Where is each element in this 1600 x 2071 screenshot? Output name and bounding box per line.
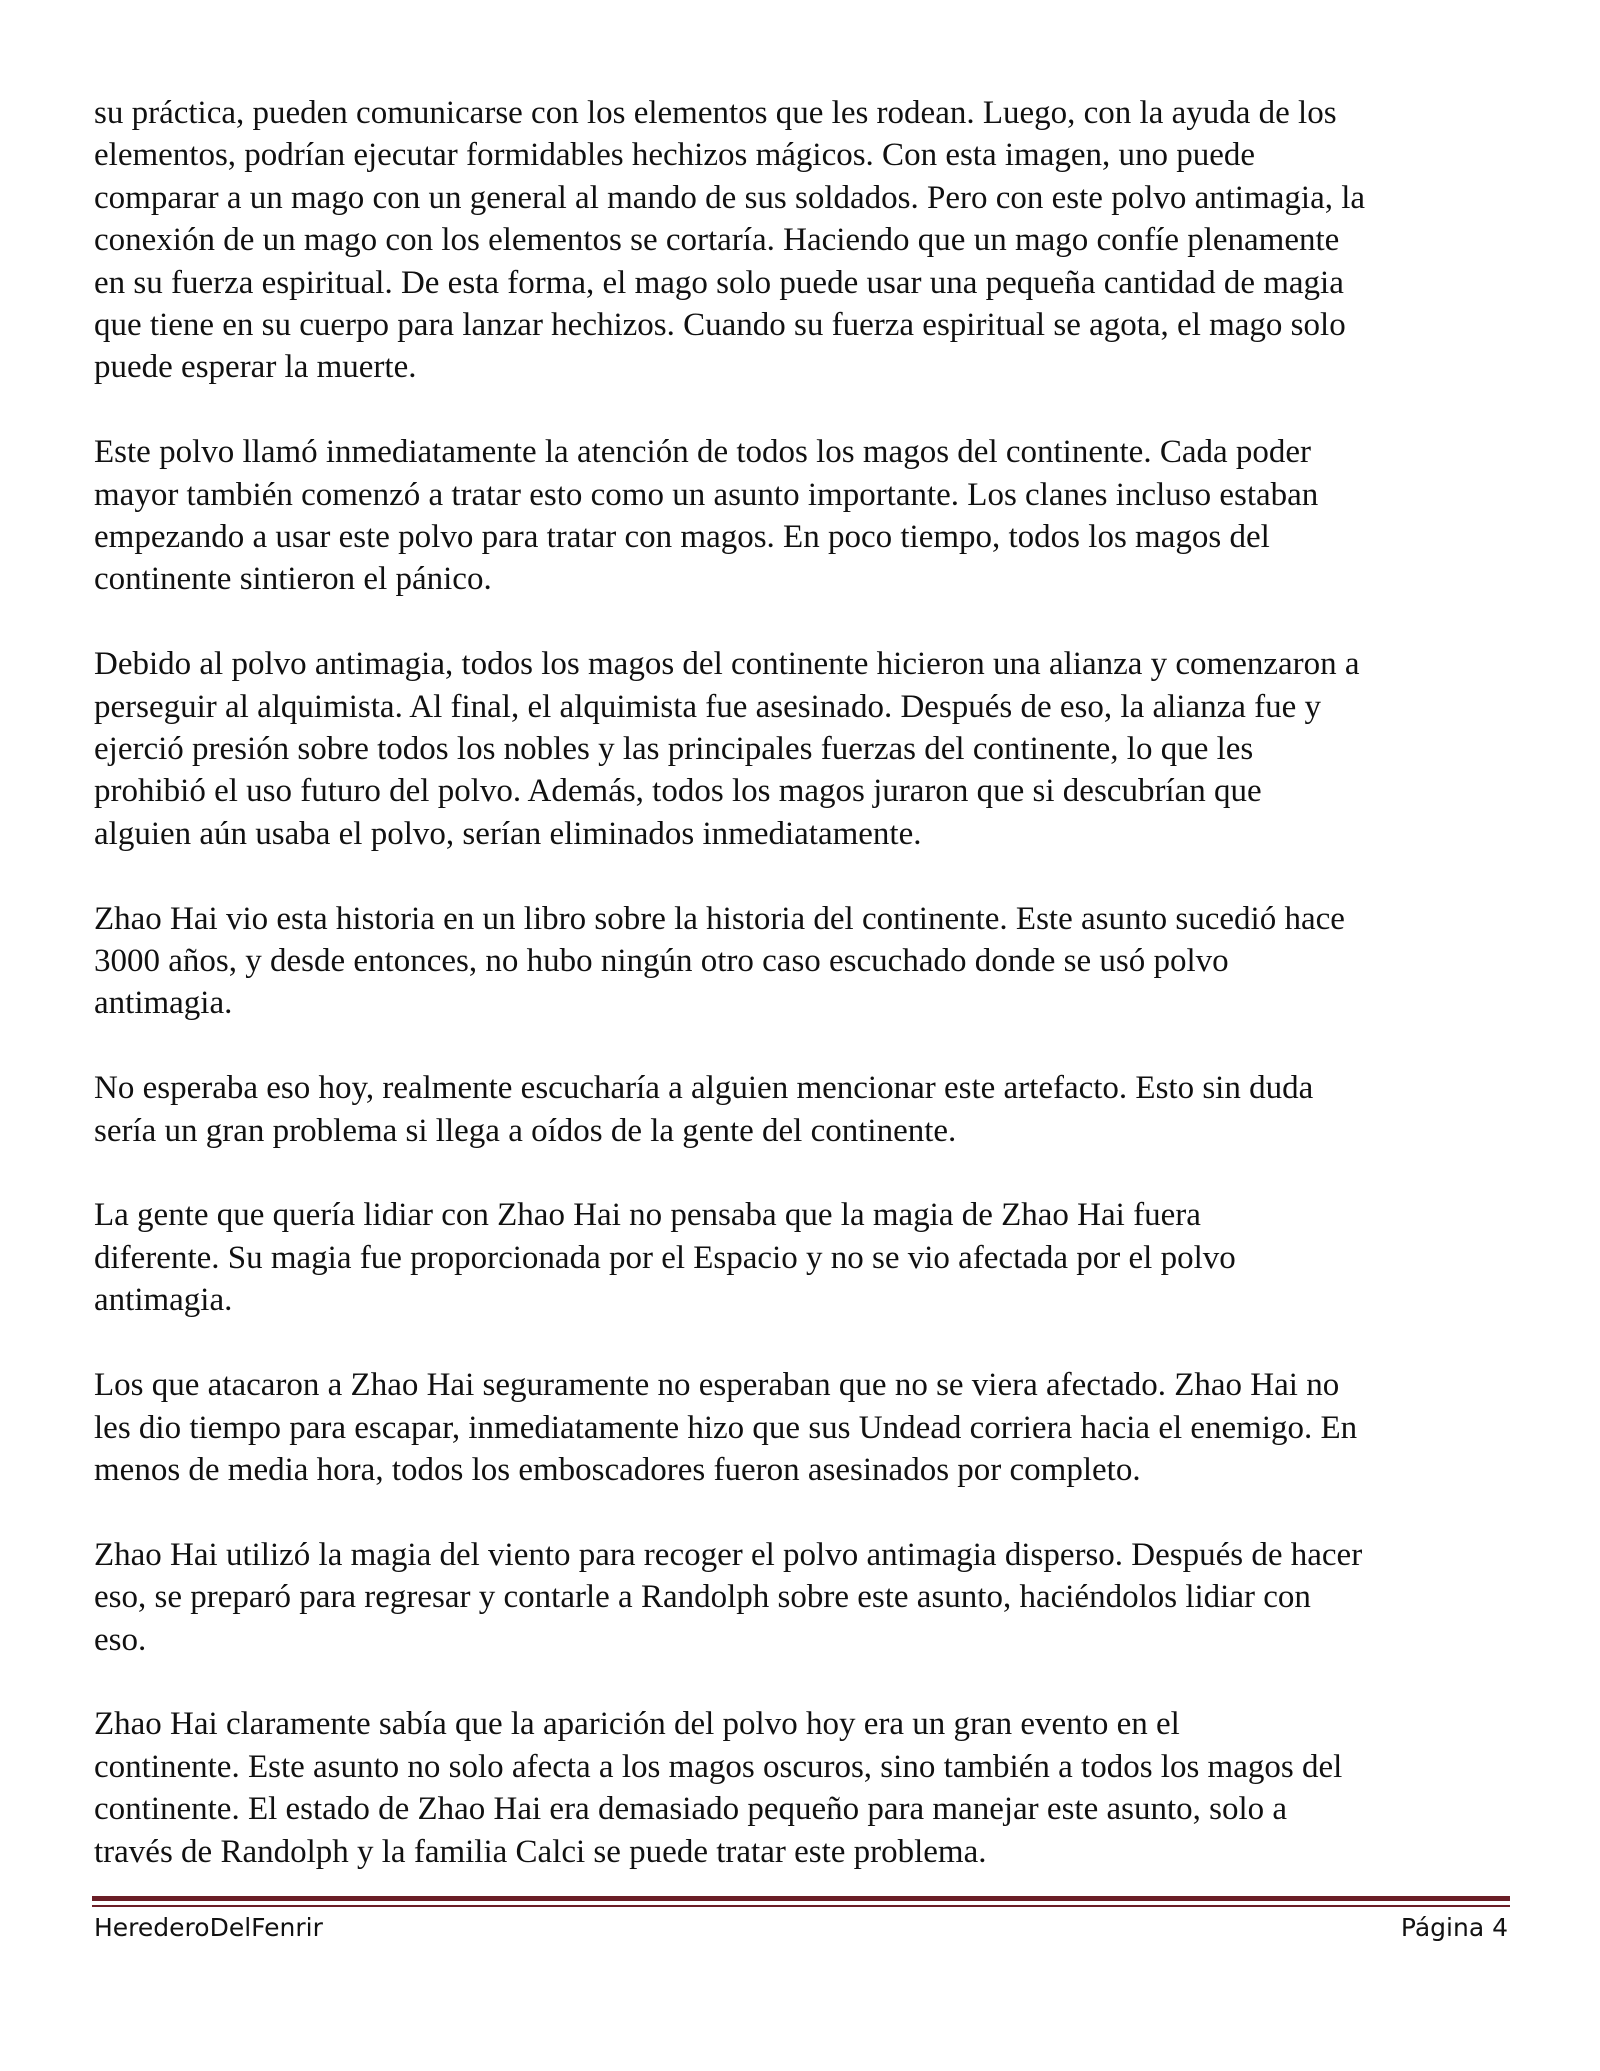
- footer-rule-thin: [92, 1905, 1510, 1907]
- paragraph-4: Zhao Hai vio esta historia en un libro sobre la historia del continente. Este asunto sucedió hace 3000 años, y desde entonces, no hubo ningún otro caso escuchado donde se usó polvo antimagia.: [94, 900, 1345, 1022]
- paragraph-8: Zhao Hai utilizó la magia del viento para recoger el polvo antimagia disperso. Después de hacer eso, se preparó para regresar y contarle a Randolph sobre este asunto, haciéndolos lidiar con eso.: [94, 1536, 1363, 1658]
- paragraph-6: La gente que quería lidiar con Zhao Hai no pensaba que la magia de Zhao Hai fuera diferente. Su magia fue proporcionada por el Espacio y no se vio afectada por el polvo antimagia.: [94, 1197, 1236, 1319]
- footer-author: HerederoDelFenrir: [94, 1913, 323, 1942]
- body-text: [94, 92, 1514, 1915]
- footer-page-number: Página 4: [1400, 1913, 1508, 1942]
- footer-rule-thick: [92, 1896, 1510, 1901]
- paragraph-5: No esperaba eso hoy, realmente escucharía a alguien mencionar este artefacto. Esto sin duda sería un gran problema si llega a oídos de la gente del continente.: [94, 1070, 1314, 1149]
- paragraph-2: Este polvo llamó inmediatamente la atención de todos los magos del continente. Cada poder mayor también comenzó a tratar esto como un asunto importante. Los clanes incluso estaban empezando a usar este polvo para tratar con magos. En poco tiempo, todos los magos del continente sintieron el pánico.: [94, 434, 1319, 598]
- paragraph-7: Los que atacaron a Zhao Hai seguramente no esperaban que no se viera afectado. Zhao Hai no les dio tiempo para escapar, inmediatamente hizo que sus Undead corriera hacia el enemigo. En menos de media hora, todos los emboscadores fueron asesinados por completo.: [94, 1367, 1358, 1488]
- paragraph-9: Zhao Hai claramente sabía que la aparición del polvo hoy era un gran evento en el continente. Este asunto no solo afecta a los magos oscuros, sino también a todos los magos del continente. El estado de Zhao Hai era demasiado pequeño para manejar este asunto, solo a través de Randolph y la familia Calci se puede tratar este problema.: [94, 1706, 1343, 1870]
- paragraph-3: Debido al polvo antimagia, todos los magos del continente hicieron una alianza y comenzaron a perseguir al alquimista. Al final, el alquimista fue asesinado. Después de eso, la alianza fue y ejerció presión sobre todos los nobles y las principales fuerzas del continente, lo que les prohibió el uso futuro del polvo. Además, todos los magos juraron que si descubrían que alguien aún usaba el polvo, serían eliminados inmediatamente.: [94, 646, 1360, 852]
- paragraph-1: su práctica, pueden comunicarse con los elementos que les rodean. Luego, con la ayuda de los elementos, podrían ejecutar formidables hechizos mágicos. Con esta imagen, uno puede comparar a un mago con un general al mando de sus soldados. Pero con este polvo antimagia, la conexión de un mago con los elementos se cortaría. Haciendo que un mago confíe plenamente en su fuerza espiritual. De esta forma, el mago solo puede usar una pequeña cantidad de magia que tiene en su cuerpo para lanzar hechizos. Cuando su fuerza espiritual se agota, el mago solo puede esperar la muerte.: [94, 95, 1366, 386]
